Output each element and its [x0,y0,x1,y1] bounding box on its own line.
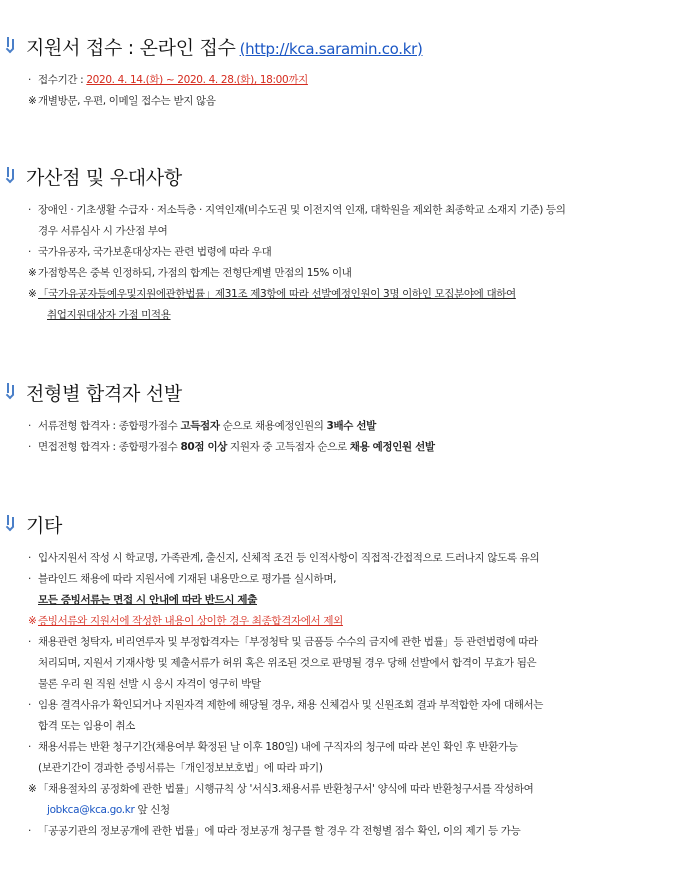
section-heading [6,510,543,538]
section-heading [6,32,423,60]
list-note: ※ 「채용절차의 공정화에 관한 법률」시행규칙 상 '서식3.채용서류 반환청구서' 양식에 따라 반환청구서를 작성하여 [28,783,534,795]
section-selection [6,378,435,458]
list-item: · 장애인 · 기초생활 수급자 · 저소득층 · 지역인재(비수도권 및 이전지역 인재, 대학원을 제외한 최종학교 소재지 기준) 등의 [28,204,566,216]
section-other [6,510,543,842]
list-item: · 「공공기관의 정보공개에 관한 법률」에 따라 정보공개 청구를 할 경우 각 전형별 점수 확인, 이의 제기 등 가능 [28,825,521,837]
list-item: · 채용서류는 반환 청구기간(채용여부 확정된 날 이후 180일) 내에 구직자의 청구에 따라 본인 확인 후 반환가능 [28,741,518,753]
list-note-continuation: jobkca@kca.go.kr 앞 신청 [47,804,170,816]
list-note: ※ 가점항목은 중복 인정하되, 가점의 합계는 전형단계별 만점의 15% 이내 [28,267,352,279]
list-item-continuation: 모든 증빙서류는 면접 시 안내에 따라 반드시 제출 [38,594,257,606]
list-item: · 면접전형 합격자 : 종합평가점수 80점 이상 지원자 중 고득점자 순으로 채용 예정인원 선발 [28,441,435,453]
list-item-continuation: 합격 또는 임용이 취소 [38,720,136,732]
list-item-continuation: 물론 우리 원 직원 선발 시 응시 자격이 영구히 박탈 [38,678,261,690]
section-title: 기타 [26,514,63,537]
list-item: · 국가유공자, 국가보훈대상자는 관련 법령에 따라 우대 [28,246,272,258]
list-item: · 입사지원서 작성 시 학교명, 가족관계, 출신지, 신체적 조건 등 인적사항이 직접적·간접적으로 드러나지 않도록 유의 [28,552,540,564]
list-item: · 서류전형 합격자 : 종합평가점수 고득점자 순으로 채용예정인원의 3배수 선발 [28,420,376,432]
section-marker-icon [6,37,18,55]
section-marker-icon [6,383,18,401]
application-period: 2020. 4. 14.(화) ~ 2020. 4. 28.(화), 18:00까지 [86,74,308,86]
section-body [28,70,423,112]
list-item: · 채용관련 청탁자, 비리연루자 및 부정합격자는「부정청탁 및 금품등 수수의 금지에 관한 법률」등 관련법령에 따라 [28,636,538,648]
list-item: ※ 개별방문, 우편, 이메일 접수는 받지 않음 [28,95,216,107]
section-body [28,416,435,458]
section-bonus-points [6,162,566,326]
list-note: ※ 증빙서류와 지원서에 작성한 내용이 상이한 경우 최종합격자에서 제외 [28,615,343,627]
section-title: 지원서 접수 : 온라인 접수 (http://kca.saramin.co.kr) [26,36,423,59]
section-marker-icon [6,167,18,185]
list-item-continuation: (보관기간이 경과한 증빙서류는「개인정보보호법」에 따라 파기) [38,762,323,774]
section-title: 전형별 합격자 선발 [26,382,182,405]
list-note-continuation: 취업지원대상자 가점 미적용 [47,309,171,321]
section-body [28,200,566,326]
section-title: 가산점 및 우대사항 [26,166,182,189]
list-item-continuation: 경우 서류심사 시 가산점 부여 [38,225,168,237]
section-heading [6,162,566,190]
section-heading [6,378,435,406]
list-note: ※ 「국가유공자등예우및지원에관한법률」제31조 제3항에 따라 선발예정인원이 3명 이하인 모집분야에 대하여 [28,288,516,300]
list-item-continuation: 처리되며, 지원서 기재사항 및 제출서류가 허위 혹은 위조된 것으로 판명될 경우 당해 선발에서 합격이 무효가 됨은 [38,657,537,669]
section-body [28,548,543,842]
application-site-link[interactable]: (http://kca.saramin.co.kr) [239,39,423,58]
section-marker-icon [6,515,18,533]
list-item: · 임용 결격사유가 확인되거나 지원자격 제한에 해당될 경우, 채용 신체검사 및 신원조회 결과 부적합한 자에 대해서는 [28,699,544,711]
list-item: · 접수기간 : 2020. 4. 14.(화) ~ 2020. 4. 28.(화), 18:00까지 [28,74,308,86]
list-item: · 블라인드 채용에 따라 지원서에 기재된 내용만으로 평가를 실시하며, [28,573,337,585]
section-application [6,32,423,112]
contact-email-link[interactable]: jobkca@kca.go.kr [47,804,135,816]
